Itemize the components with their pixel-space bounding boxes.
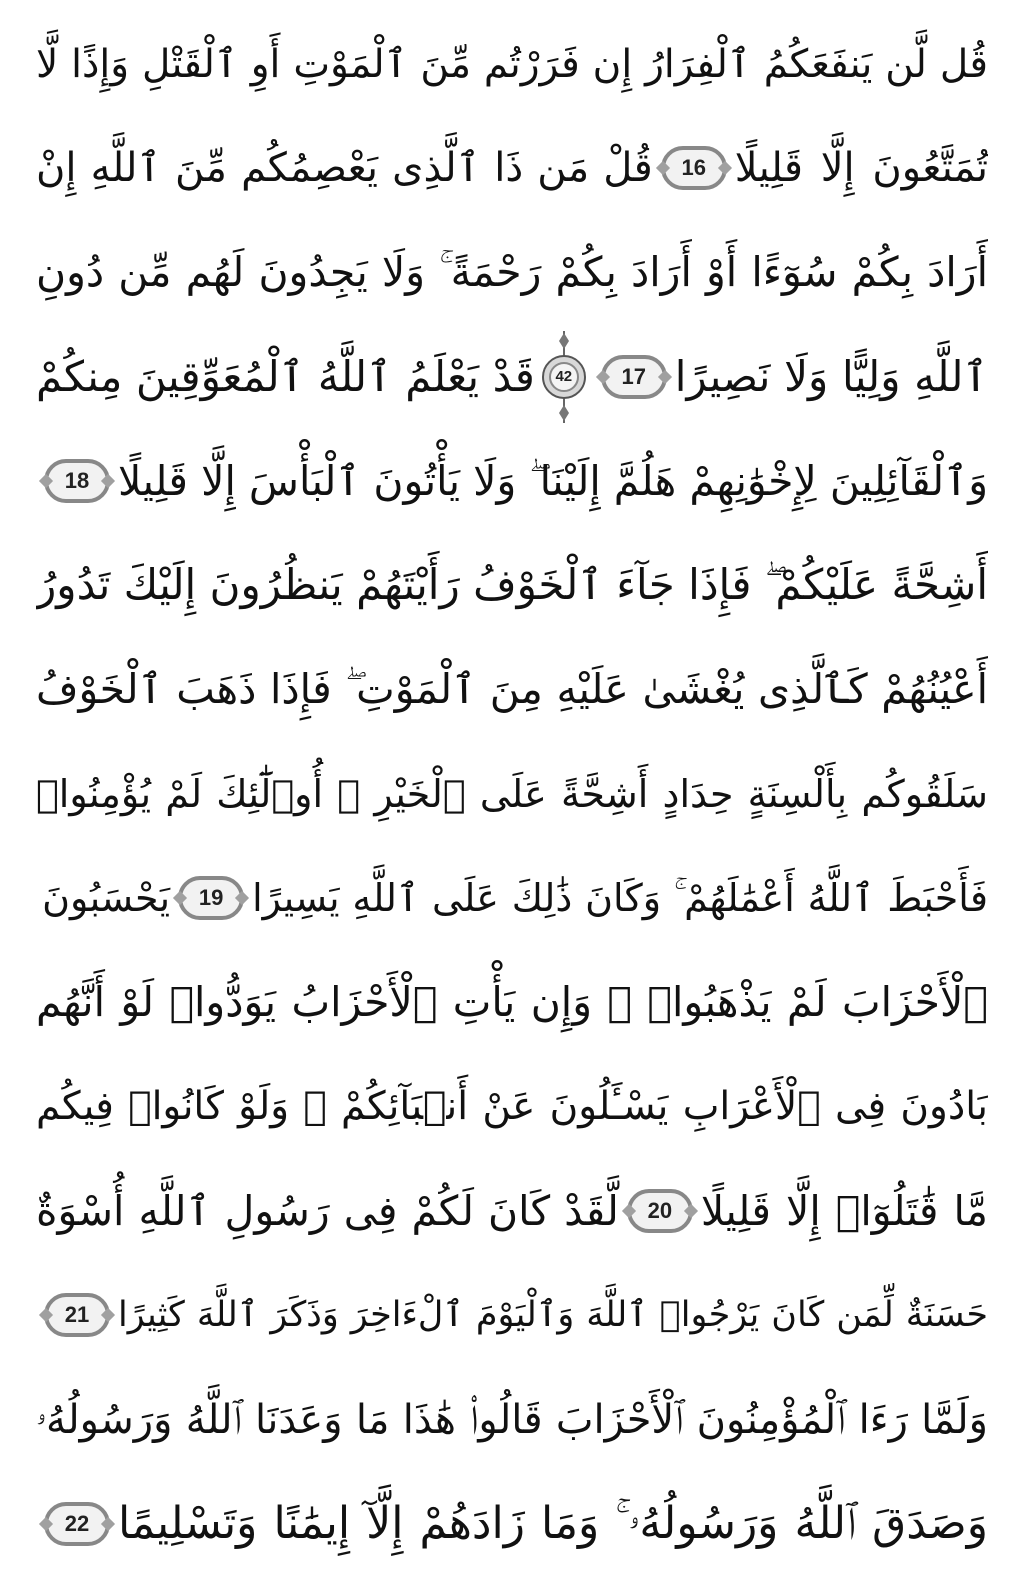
line-text: يَحْسَبُونَ: [42, 876, 171, 921]
line-text: حَسَنَةٌ لِّمَن كَانَ يَرْجُوا۟ ٱللَّهَ وَٱلْيَوْمَ ٱلْءَاخِرَ وَذَكَرَ ٱللَّهَ كَثِيرًا: [118, 1294, 988, 1335]
ayah-end-marker: [44, 1293, 110, 1337]
line-text: لَّقَدْ كَانَ لَكُمْ فِى رَسُولِ ٱللَّهِ أُسْوَةٌ: [36, 1186, 619, 1235]
ayah-number: 18: [64, 468, 90, 494]
hizb-rosette-icon: [541, 329, 587, 425]
ayah-number: 19: [198, 885, 224, 911]
line-text: سَلَقُوكُم بِأَلْسِنَةٍ حِدَادٍ أَشِحَّةً عَلَى ٱلْخَيْرِ ۚ أُو۟لَٰٓئِكَ لَمْ يُؤْمِنُوا۟: [36, 771, 988, 816]
line-text: وَصَدَقَ ٱللَّهُ وَرَسُولُهُۥ ۚ وَمَا زَادَهُمْ إِلَّآ إِيمَٰنًا وَتَسْلِيمًا: [118, 1497, 988, 1549]
line-text: وَٱلْقَآئِلِينَ لِإِخْوَٰنِهِمْ هَلُمَّ إِلَيْنَا ۖ وَلَا يَأْتُونَ ٱلْبَأْسَ إِلَّا قَلِيلًا: [118, 456, 988, 505]
ayah-end-marker: [627, 1189, 693, 1233]
verse-line-1: [36, 14, 988, 114]
ayah-end-marker: [601, 355, 667, 399]
ayah-end-marker: [44, 1502, 110, 1546]
ayah-end-marker: [178, 876, 244, 920]
verse-line-7: [36, 640, 988, 740]
line-text: أَعْيُنُهُمْ كَٱلَّذِى يُغْشَىٰ عَلَيْهِ مِنَ ٱلْمَوْتِ ۖ فَإِذَا ذَهَبَ ٱلْخَوْفُ: [36, 665, 988, 714]
line-text: ٱلْأَحْزَابَ لَمْ يَذْهَبُوا۟ ۖ وَإِن يَأْتِ ٱلْأَحْزَابُ يَوَدُّوا۟ لَوْ أَنَّهُم: [36, 978, 988, 1027]
verse-line-5: [36, 431, 988, 531]
verse-line-3: [36, 223, 988, 323]
line-text: تُمَتَّعُونَ إِلَّا قَلِيلًا: [734, 145, 988, 192]
ayah-number: 21: [64, 1302, 90, 1328]
verse-line-11: [36, 1057, 988, 1157]
verse-line-9: [36, 848, 988, 948]
verse-line-15: [36, 1474, 988, 1574]
verse-line-4: [36, 327, 988, 427]
ayah-number: 22: [64, 1510, 90, 1536]
line-text: قُلْ مَن ذَا ٱلَّذِى يَعْصِمُكُم مِّنَ ٱللَّهِ إِنْ: [36, 145, 653, 192]
line-text: وَلَمَّا رَءَا ٱلْمُؤْمِنُونَ ٱلْأَحْزَابَ قَالُوا۟ هَٰذَا مَا وَعَدَنَا ٱللَّهُ وَرَسُولُهُۥ: [36, 1396, 988, 1443]
verse-line-14: [36, 1370, 988, 1470]
line-text: فَأَحْبَطَ ٱللَّهُ أَعْمَٰلَهُمْ ۚ وَكَانَ ذَٰلِكَ عَلَى ٱللَّهِ يَسِيرًا: [252, 876, 988, 921]
line-text: ٱللَّهِ وَلِيًّا وَلَا نَصِيرًا: [674, 351, 988, 401]
verse-line-12: [36, 1161, 988, 1261]
line-text: مَّا قَٰتَلُوٓا۟ إِلَّا قَلِيلًا: [700, 1186, 988, 1235]
line-text: أَرَادَ بِكُمْ سُوٓءًا أَوْ أَرَادَ بِكُمْ رَحْمَةً ۚ وَلَا يَجِدُونَ لَهُم مِّن دُونِ: [36, 248, 988, 297]
verse-line-13: [36, 1265, 988, 1365]
verse-line-6: [36, 535, 988, 635]
verse-line-2: [36, 118, 988, 218]
ayah-end-marker: [661, 146, 727, 190]
line-text: أَشِحَّةً عَلَيْكُمْ ۖ فَإِذَا جَآءَ ٱلْخَوْفُ رَأَيْتَهُمْ يَنظُرُونَ إِلَيْكَ تَدُورُ: [36, 560, 988, 610]
ayah-number: 17: [621, 363, 647, 389]
ayah-number: 20: [647, 1198, 673, 1224]
line-text: قُل لَّن يَنفَعَكُمُ ٱلْفِرَارُ إِن فَرَرْتُم مِّنَ ٱلْمَوْتِ أَوِ ٱلْقَتْلِ وَإِذًا لَّا: [36, 41, 988, 87]
ayah-end-marker: [44, 459, 110, 503]
ayah-number: 16: [681, 155, 706, 181]
line-text: قَدْ يَعْلَمُ ٱللَّهُ ٱلْمُعَوِّقِينَ مِنكُمْ: [36, 351, 535, 401]
line-text: بَادُونَ فِى ٱلْأَعْرَابِ يَسْـَٔلُونَ عَنْ أَنۢبَآئِكُمْ ۖ وَلَوْ كَانُوا۟ فِيكُم: [36, 1084, 988, 1130]
hizb-number: 42: [555, 368, 573, 386]
verse-line-8: [36, 744, 988, 844]
verse-line-10: [36, 953, 988, 1053]
